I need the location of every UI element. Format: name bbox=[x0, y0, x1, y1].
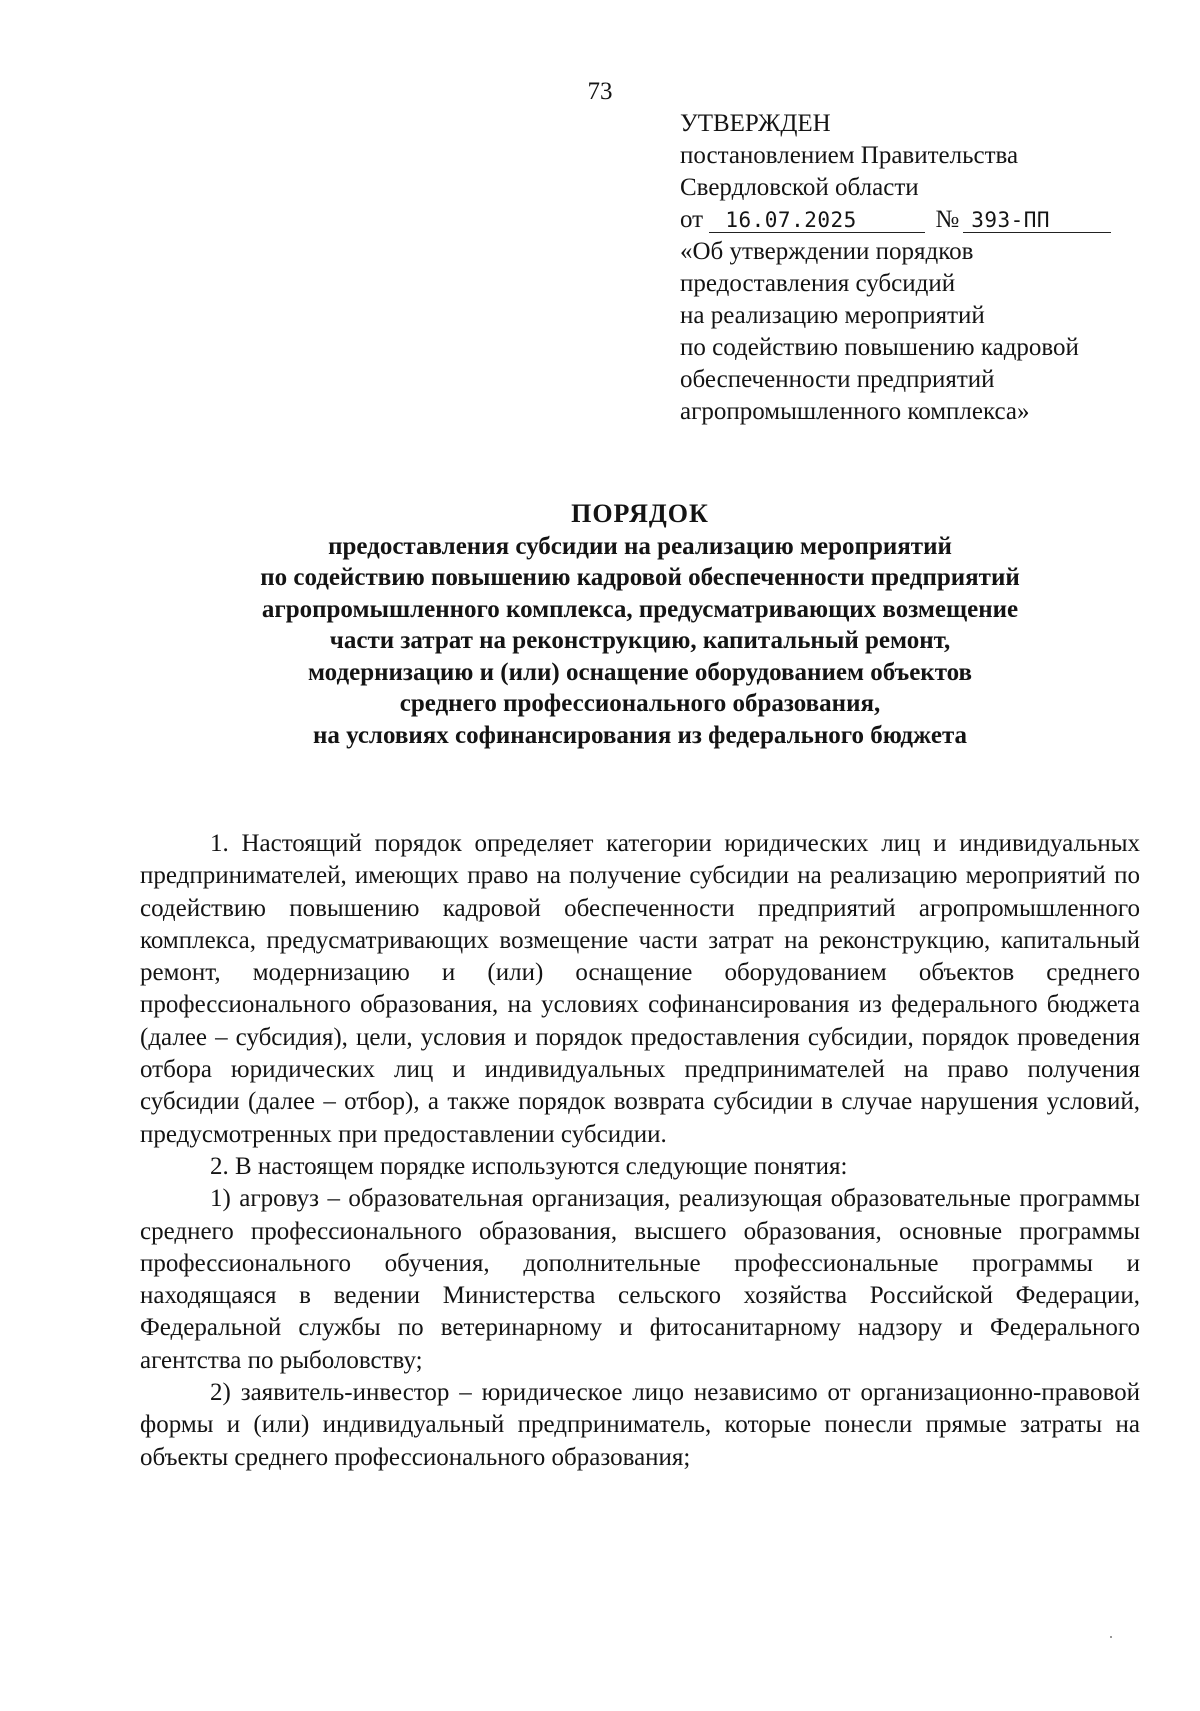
document-subtitle-line: предоставления субсидии на реализацию мероприятий bbox=[328, 532, 952, 560]
document-subtitle-line: по содействию повышению кадровой обеспеченности предприятий bbox=[260, 564, 1020, 591]
approval-line-region: Свердловской области bbox=[680, 174, 919, 201]
approval-line-resolution: постановлением Правительства bbox=[680, 142, 1019, 169]
approval-date-field: 16.07.2025 bbox=[709, 208, 925, 233]
document-body bbox=[140, 828, 1140, 1474]
document-subtitle-line: агропромышленного комплекса, предусматривающих возмещение bbox=[261, 595, 1019, 623]
approval-ref-line: агропромышленного комплекса» bbox=[680, 398, 1030, 425]
paragraph-2-item-1: 1) агровуз – образовательная организация, реализующая образовательные программы среднего профессионального образования, высшего образования, основные программы профессионального обучения, дополнительные профессиональные программы и находящаяся в ведении Министерства сельского хозяйства Российской Федерации, Федеральной службы по ветеринарному и фитосанитарному надзору и Федерального агентства по рыболовству; bbox=[140, 1185, 1140, 1374]
paragraph-1: 1. Настоящий порядок определяет категории юридических лиц и индивидуальных предпринимателей, имеющих право на получение субсидии на реализацию мероприятий по содействию повышению кадровой обеспеченности предприятий агропромышленного комплекса, предусматривающих возмещение части затрат на реконструкцию, капитальный ремонт, модернизацию и (или) оснащение оборудованием объектов среднего профессионального образования, на условиях софинансирования из федерального бюджета (далее – субсидия), цели, условия и порядок предоставления субсидии, порядок проведения отбора юридических лиц и индивидуальных предпринимателей на право получения субсидии (далее – отбор), а также порядок возврата субсидии в случае нарушения условий, предусмотренных при предоставлении субсидии. bbox=[140, 830, 1140, 1148]
paragraph-2-item-2: 2) заявитель-инвестор – юридическое лицо независимо от организационно-правовой формы и (или) индивидуальный предприниматель, которые понесли прямые затраты на объекты среднего профессионального образования; bbox=[140, 1379, 1140, 1471]
document-subtitle-line: части затрат на реконструкцию, капитальный ремонт, bbox=[329, 627, 951, 654]
document-title-block bbox=[140, 498, 1140, 751]
approval-stamp-block bbox=[680, 108, 1180, 428]
approval-ref-line: «Об утверждении порядков bbox=[680, 238, 974, 265]
approval-status: УТВЕРЖДЕН bbox=[680, 110, 831, 137]
approval-ref-line: обеспеченности предприятий bbox=[680, 366, 995, 393]
paragraph-2: 2. В настоящем порядке используются следующие понятия: bbox=[210, 1152, 848, 1180]
document-subtitle-line: модернизацию и (или) оснащение оборудованием объектов bbox=[307, 658, 973, 686]
page-number: 73 bbox=[587, 78, 613, 105]
document-subtitle-line: среднего профессионального образования, bbox=[399, 690, 881, 717]
date-prefix: от bbox=[680, 206, 704, 233]
document-subtitle-line: на условиях софинансирования из федерального бюджета bbox=[312, 721, 968, 749]
approval-ref-line: по содействию повышению кадровой bbox=[680, 334, 1079, 361]
document-title: ПОРЯДОК bbox=[571, 499, 709, 528]
number-sign: № bbox=[935, 206, 960, 233]
approval-number-field: 393-ПП bbox=[963, 208, 1111, 233]
approval-date-line bbox=[680, 204, 1180, 236]
scan-speck bbox=[1110, 1636, 1112, 1638]
approval-ref-line: на реализацию мероприятий bbox=[680, 302, 985, 329]
approval-ref-line: предоставления субсидий bbox=[680, 270, 956, 297]
